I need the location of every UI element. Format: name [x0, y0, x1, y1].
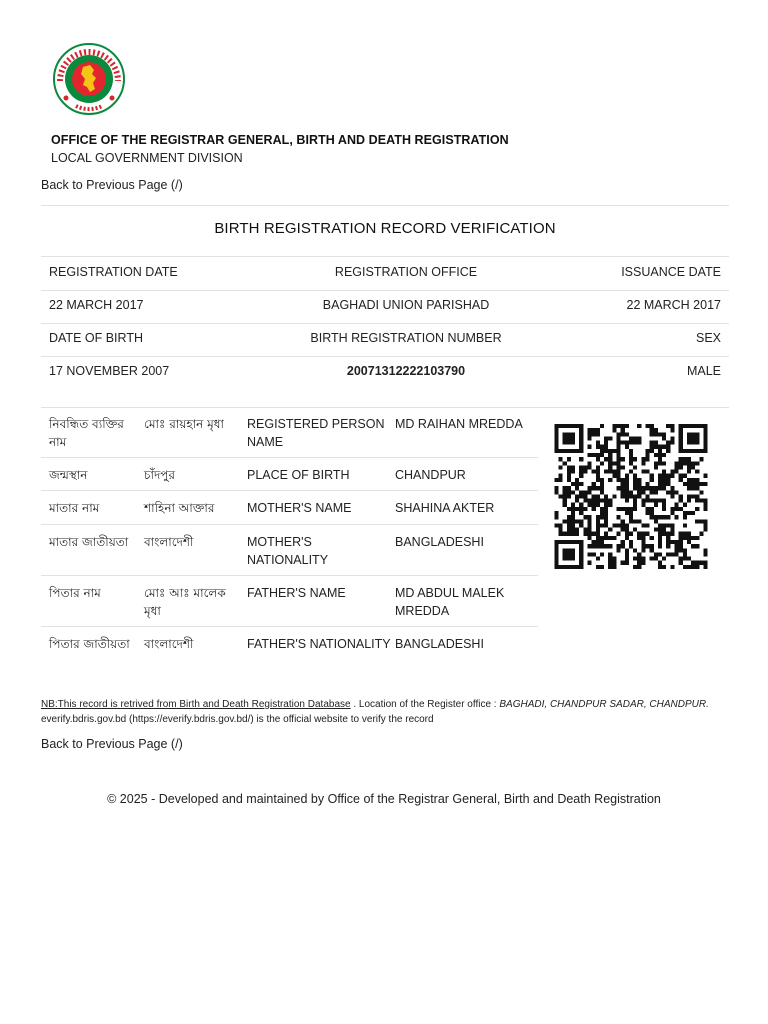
en-value: MD ABDUL MALEK MREDDA — [395, 586, 505, 618]
table-row — [41, 576, 538, 627]
info-header-row-2 — [41, 323, 729, 356]
bn-value: চাঁদপুর — [144, 468, 176, 482]
note-link[interactable]: NB:This record is retrived from Birth and Death Registration Database — [41, 699, 351, 710]
registration-date-label: REGISTRATION DATE — [49, 265, 178, 279]
register-office-location: BAGHADI, CHANDPUR SADAR, CHANDPUR. — [499, 699, 709, 710]
page-title: BIRTH REGISTRATION RECORD VERIFICATION — [214, 220, 556, 237]
qr-modules — [554, 424, 707, 569]
bn-value: মোঃ রায়হান মৃধা — [144, 417, 225, 431]
bn-label: পিতার জাতীয়তা — [49, 637, 130, 651]
registration-office-label: REGISTRATION OFFICE — [334, 265, 478, 279]
table-row — [41, 525, 538, 576]
en-label: FATHER'S NAME — [247, 586, 346, 600]
bangladesh-government-seal-icon — [52, 43, 126, 115]
en-value: CHANDPUR — [395, 468, 466, 482]
bn-label: জন্মস্থান — [49, 468, 88, 482]
note-text-end: everify.bdris.gov.bd (https://everify.bdris.gov.bd/) is the official website to verify the record — [41, 714, 434, 725]
bn-value: বাংলাদেশী — [144, 637, 194, 651]
note-text: . Location of the Register office : — [350, 699, 500, 710]
table-row — [41, 627, 538, 678]
registration-office: BAGHADI UNION PARISHAD — [322, 298, 490, 312]
bn-value: শাহিনা আক্তার — [144, 501, 215, 515]
table-row — [41, 458, 538, 491]
bn-value: মোঃ আঃ মালেক মৃধা — [144, 586, 226, 618]
en-label: PLACE OF BIRTH — [247, 468, 350, 482]
table-row — [41, 491, 538, 525]
en-value: SHAHINA AKTER — [395, 501, 495, 515]
en-value: MD RAIHAN MREDDA — [395, 417, 523, 431]
qr-code-icon — [554, 424, 708, 569]
info-header-row-1 — [41, 257, 729, 290]
verification-note — [41, 697, 731, 727]
registration-date: 22 MARCH 2017 — [49, 298, 144, 312]
issuance-date-label: ISSUANCE DATE — [621, 265, 721, 279]
office-title: OFFICE OF THE REGISTRAR GENERAL, BIRTH AND DEATH REGISTRATION — [51, 133, 509, 147]
bn-value: বাংলাদেশী — [144, 535, 194, 549]
bn-label: মাতার জাতীয়তা — [49, 535, 129, 549]
dob-label: DATE OF BIRTH — [49, 331, 143, 345]
details-table — [41, 407, 538, 678]
date-of-birth: 17 NOVEMBER 2007 — [49, 364, 170, 378]
bn-label: পিতার নাম — [49, 586, 101, 600]
en-label: REGISTERED PERSON NAME — [247, 417, 385, 449]
info-value-row-1 — [41, 290, 729, 323]
issuance-date: 22 MARCH 2017 — [626, 298, 721, 312]
birth-registration-number: 20071312222103790 — [346, 364, 466, 378]
en-value: BANGLADESHI — [395, 535, 484, 549]
divider-top — [41, 205, 729, 206]
brn-label: BIRTH REGISTRATION NUMBER — [310, 331, 502, 345]
info-value-row-2 — [41, 356, 729, 389]
back-link-bottom[interactable]: Back to Previous Page (/) — [41, 737, 183, 751]
en-value: BANGLADESHI — [395, 637, 484, 651]
bn-label: নিবন্ধিত ব্যক্তির নাম — [49, 417, 124, 449]
en-label: MOTHER'S NATIONALITY — [247, 535, 329, 567]
footer-copyright: © 2025 - Developed and maintained by Office of the Registrar General, Birth and Death Registration — [107, 792, 661, 806]
back-link-top[interactable]: Back to Previous Page (/) — [41, 178, 183, 192]
table-row — [41, 407, 538, 458]
sex-label: SEX — [695, 331, 721, 345]
sex-value: MALE — [686, 364, 721, 378]
en-label: FATHER'S NATIONALITY — [247, 637, 391, 651]
office-subtitle: LOCAL GOVERNMENT DIVISION — [51, 151, 243, 165]
bn-label: মাতার নাম — [49, 501, 100, 515]
en-label: MOTHER'S NAME — [247, 501, 352, 515]
